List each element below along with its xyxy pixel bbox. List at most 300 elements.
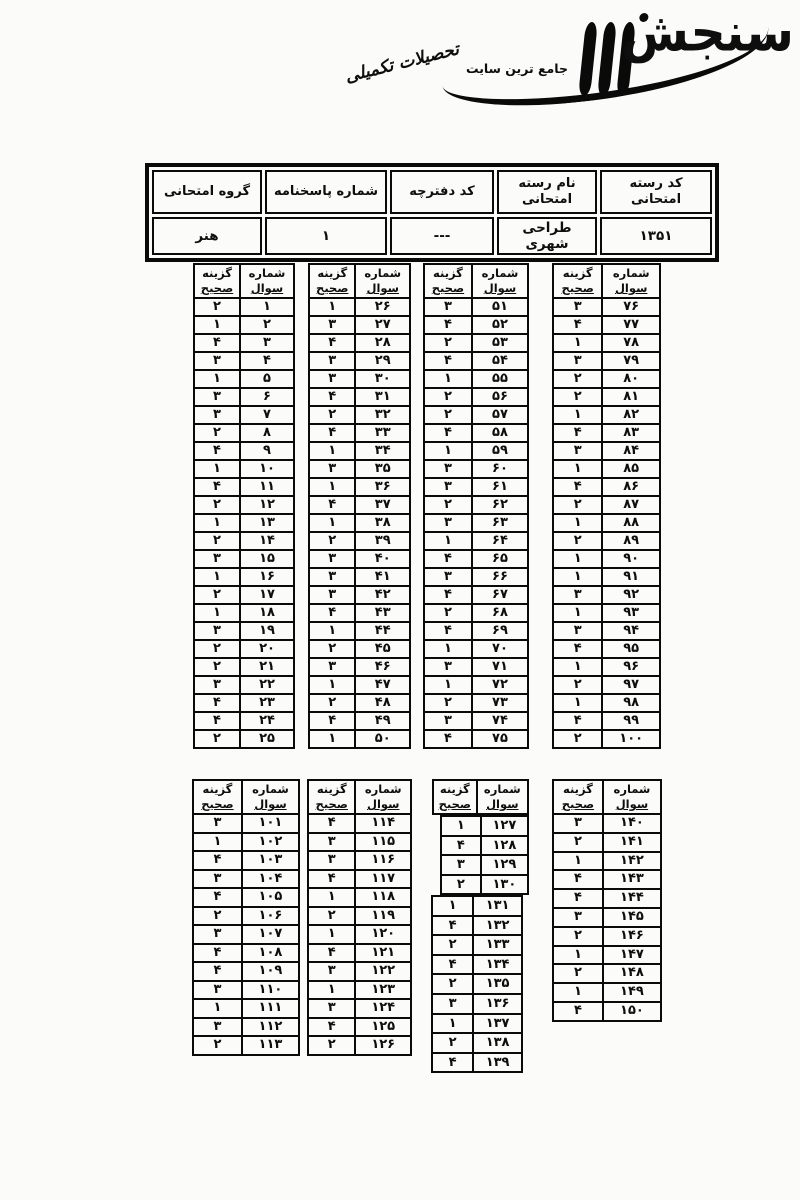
correct-option: ۴ — [308, 814, 355, 833]
answer-row — [424, 676, 528, 694]
correct-option: ۱ — [193, 833, 242, 852]
question-number: ۲ — [240, 316, 294, 334]
question-number: ۱۰ — [240, 460, 294, 478]
correct-option: ۲ — [309, 532, 355, 550]
answer-row — [308, 962, 411, 981]
answer-row — [441, 855, 528, 875]
correct-option: ۱ — [309, 730, 355, 748]
answer-table-1-25 — [193, 263, 295, 749]
question-number: ۳۲ — [355, 406, 410, 424]
question-number: ۱۰۵ — [242, 888, 299, 907]
question-number: ۱۳۱ — [473, 896, 522, 916]
correct-option: ۳ — [309, 370, 355, 388]
answer-row — [308, 888, 411, 907]
question-number: ۹۸ — [602, 694, 660, 712]
sanjesh-logo — [343, 1, 794, 110]
question-number: ۱۸ — [240, 604, 294, 622]
correct-option: ۳ — [193, 870, 242, 889]
question-number: ۸۲ — [602, 406, 660, 424]
answer-table-127-139-header — [432, 779, 529, 815]
answer-row — [553, 460, 660, 478]
answer-row — [308, 944, 411, 963]
correct-option: ۲ — [194, 424, 240, 442]
correct-option: ۴ — [553, 1002, 603, 1021]
question-number: ۱۰۹ — [242, 962, 299, 981]
question-number: ۱۱۹ — [355, 907, 411, 926]
question-number: ۱۲ — [240, 496, 294, 514]
answer-row — [309, 388, 410, 406]
answer-row — [553, 712, 660, 730]
correct-option: ۱ — [432, 896, 473, 916]
question-number: ۱۳۰ — [481, 875, 528, 895]
correct-option: ۲ — [441, 875, 481, 895]
correct-option: ۴ — [432, 916, 473, 936]
answer-row — [309, 442, 410, 460]
correct-option: ۳ — [553, 442, 602, 460]
answer-row — [424, 442, 528, 460]
correct-option: ۱ — [309, 622, 355, 640]
correct-option: ۲ — [432, 1033, 473, 1053]
question-number: ۲۰ — [240, 640, 294, 658]
question-col-header: شماره سوال — [472, 264, 528, 298]
answer-row — [193, 888, 299, 907]
answer-row — [553, 730, 660, 748]
question-number: ۱۲۰ — [355, 925, 411, 944]
correct-option: ۳ — [193, 925, 242, 944]
question-number: ۱۱۳ — [242, 1036, 299, 1055]
question-col-header: شماره سوال — [240, 264, 294, 298]
answer-row — [193, 814, 299, 833]
answer-row — [309, 550, 410, 568]
answer-row — [424, 424, 528, 442]
answer-row — [424, 478, 528, 496]
answer-row — [309, 352, 410, 370]
question-number: ۱۷ — [240, 586, 294, 604]
answer-row — [194, 460, 294, 478]
answer-row — [194, 658, 294, 676]
question-number: ۳۵ — [355, 460, 410, 478]
question-col-header: شماره سوال — [242, 780, 299, 814]
question-number: ۱۰۱ — [242, 814, 299, 833]
question-number: ۱۲۳ — [355, 981, 411, 1000]
answer-row — [432, 994, 522, 1014]
answer-row — [424, 658, 528, 676]
answer-col-header: گزینه صحیح — [308, 780, 355, 814]
correct-option: ۱ — [308, 888, 355, 907]
question-number: ۳۴ — [355, 442, 410, 460]
answer-row — [424, 352, 528, 370]
correct-option: ۲ — [432, 974, 473, 994]
question-number: ۲۸ — [355, 334, 410, 352]
correct-option: ۴ — [553, 870, 603, 889]
correct-option: ۲ — [194, 658, 240, 676]
correct-option: ۳ — [308, 851, 355, 870]
answer-row — [424, 316, 528, 334]
question-number: ۱۴ — [240, 532, 294, 550]
answer-row — [309, 532, 410, 550]
question-number: ۶۵ — [472, 550, 528, 568]
question-number: ۶۷ — [472, 586, 528, 604]
booklet-code-header: کد دفترچه — [390, 170, 494, 214]
answer-row — [424, 388, 528, 406]
question-number: ۹۱ — [602, 568, 660, 586]
question-number: ۱۰۳ — [242, 851, 299, 870]
correct-option: ۳ — [553, 814, 603, 833]
correct-option: ۲ — [424, 388, 472, 406]
question-number: ۲۲ — [240, 676, 294, 694]
answer-row — [194, 352, 294, 370]
answer-row — [308, 833, 411, 852]
correct-option: ۱ — [309, 478, 355, 496]
question-number: ۷۸ — [602, 334, 660, 352]
answer-table-101-113 — [192, 779, 300, 1056]
correct-option: ۳ — [309, 460, 355, 478]
answer-row — [194, 424, 294, 442]
question-number: ۱۳۹ — [473, 1053, 522, 1073]
correct-option: ۴ — [553, 712, 602, 730]
question-number: ۲۶ — [355, 298, 410, 316]
correct-option: ۳ — [309, 586, 355, 604]
question-number: ۸۵ — [602, 460, 660, 478]
correct-option: ۱ — [432, 1014, 473, 1034]
answer-row — [432, 896, 522, 916]
correct-option: ۳ — [194, 352, 240, 370]
answer-row — [194, 676, 294, 694]
question-number: ۱۲۱ — [355, 944, 411, 963]
correct-option: ۴ — [553, 424, 602, 442]
answer-row — [432, 974, 522, 994]
correct-option: ۳ — [424, 568, 472, 586]
answer-row — [309, 316, 410, 334]
correct-option: ۱ — [553, 406, 602, 424]
correct-option: ۱ — [308, 925, 355, 944]
correct-option: ۴ — [441, 836, 481, 856]
correct-option: ۴ — [553, 889, 603, 908]
correct-option: ۱ — [553, 604, 602, 622]
answer-row — [424, 370, 528, 388]
question-number: ۳ — [240, 334, 294, 352]
answer-row — [193, 944, 299, 963]
question-col-header: شماره سوال — [603, 780, 661, 814]
correct-option: ۳ — [194, 622, 240, 640]
answer-table-76-100 — [552, 263, 661, 749]
correct-option: ۱ — [193, 999, 242, 1018]
answer-row — [553, 852, 661, 871]
answer-col-header: گزینه صحیح — [433, 780, 477, 814]
answer-col-header: گزینه صحیح — [194, 264, 240, 298]
correct-option: ۴ — [553, 640, 602, 658]
answer-row — [194, 298, 294, 316]
question-number: ۱۴۰ — [603, 814, 661, 833]
question-number: ۲۷ — [355, 316, 410, 334]
answer-row — [553, 298, 660, 316]
answer-row — [553, 496, 660, 514]
answer-row — [309, 712, 410, 730]
correct-option: ۱ — [553, 852, 603, 871]
exam-group-value: هنر — [152, 217, 262, 255]
correct-option: ۱ — [424, 640, 472, 658]
exam-field-code-header: کد رسته امتحانی — [600, 170, 712, 214]
exam-info-value-row — [152, 217, 712, 255]
answer-row — [424, 586, 528, 604]
correct-option: ۴ — [309, 496, 355, 514]
answer-row — [309, 640, 410, 658]
correct-option: ۱ — [553, 694, 602, 712]
answer-row — [553, 514, 660, 532]
correct-option: ۲ — [309, 406, 355, 424]
answer-row — [193, 851, 299, 870]
question-number: ۹۴ — [602, 622, 660, 640]
question-number: ۹۵ — [602, 640, 660, 658]
correct-option: ۲ — [424, 694, 472, 712]
correct-option: ۴ — [424, 352, 472, 370]
answer-row — [194, 316, 294, 334]
question-number: ۴ — [240, 352, 294, 370]
correct-option: ۳ — [308, 962, 355, 981]
question-number: ۵۰ — [355, 730, 410, 748]
question-number: ۳۶ — [355, 478, 410, 496]
answer-sheet-number-header: شماره پاسخنامه — [265, 170, 387, 214]
question-number: ۵۲ — [472, 316, 528, 334]
correct-option: ۳ — [309, 568, 355, 586]
question-number: ۹۰ — [602, 550, 660, 568]
answer-row — [193, 1018, 299, 1037]
correct-option: ۴ — [193, 888, 242, 907]
question-number: ۶۲ — [472, 496, 528, 514]
correct-option: ۲ — [432, 935, 473, 955]
question-number: ۴۰ — [355, 550, 410, 568]
question-number: ۵۷ — [472, 406, 528, 424]
correct-option: ۳ — [553, 352, 602, 370]
answer-row — [308, 1018, 411, 1037]
question-number: ۴۲ — [355, 586, 410, 604]
question-number: ۱۲۹ — [481, 855, 528, 875]
question-number: ۷ — [240, 406, 294, 424]
correct-option: ۴ — [194, 478, 240, 496]
question-number: ۸۸ — [602, 514, 660, 532]
question-number: ۱۵ — [240, 550, 294, 568]
question-number: ۲۱ — [240, 658, 294, 676]
correct-option: ۳ — [308, 833, 355, 852]
logo-slogan-calligraphy: تحصیلات تکمیلی — [343, 39, 462, 87]
answer-row — [553, 352, 660, 370]
correct-option: ۲ — [424, 604, 472, 622]
correct-option: ۱ — [424, 676, 472, 694]
correct-option: ۲ — [194, 532, 240, 550]
answer-row — [432, 1053, 522, 1073]
correct-option: ۳ — [553, 586, 602, 604]
question-number: ۱۹ — [240, 622, 294, 640]
question-number: ۱۰۲ — [242, 833, 299, 852]
correct-option: ۱ — [441, 816, 481, 836]
answer-row — [424, 298, 528, 316]
exam-field-name-value: طراحی شهری — [497, 217, 597, 255]
answer-table-114-126 — [307, 779, 412, 1056]
correct-option: ۱ — [553, 568, 602, 586]
answer-row — [194, 496, 294, 514]
question-col-header: شماره سوال — [355, 264, 410, 298]
correct-option: ۲ — [553, 496, 602, 514]
correct-option: ۳ — [432, 994, 473, 1014]
answer-row — [553, 964, 661, 983]
question-number: ۱۳ — [240, 514, 294, 532]
correct-option: ۳ — [309, 352, 355, 370]
question-number: ۵۳ — [472, 334, 528, 352]
answer-row — [194, 442, 294, 460]
question-number: ۵۵ — [472, 370, 528, 388]
question-number: ۱۴۵ — [603, 908, 661, 927]
question-number: ۶۴ — [472, 532, 528, 550]
correct-option: ۴ — [194, 694, 240, 712]
question-number: ۷۵ — [472, 730, 528, 748]
correct-option: ۳ — [193, 981, 242, 1000]
correct-option: ۴ — [308, 944, 355, 963]
correct-option: ۳ — [309, 658, 355, 676]
question-number: ۹۲ — [602, 586, 660, 604]
correct-option: ۳ — [553, 908, 603, 927]
correct-option: ۱ — [553, 946, 603, 965]
correct-option: ۱ — [194, 460, 240, 478]
answer-row — [424, 496, 528, 514]
question-number: ۱۱۰ — [242, 981, 299, 1000]
question-number: ۹ — [240, 442, 294, 460]
answer-row — [309, 658, 410, 676]
question-number: ۲۳ — [240, 694, 294, 712]
answer-row — [193, 907, 299, 926]
answer-row — [553, 908, 661, 927]
answer-table-26-50 — [308, 263, 411, 749]
answer-row — [553, 658, 660, 676]
question-number: ۱۱ — [240, 478, 294, 496]
question-number: ۷۴ — [472, 712, 528, 730]
question-number: ۱۴۶ — [603, 927, 661, 946]
correct-option: ۴ — [194, 712, 240, 730]
correct-option: ۱ — [194, 370, 240, 388]
answer-row — [424, 406, 528, 424]
question-number: ۹۶ — [602, 658, 660, 676]
answer-col-header: گزینه صحیح — [553, 780, 603, 814]
answer-row — [308, 907, 411, 926]
question-number: ۳۷ — [355, 496, 410, 514]
correct-option: ۴ — [424, 730, 472, 748]
answer-row — [441, 816, 528, 836]
question-number: ۱۴۲ — [603, 852, 661, 871]
answer-row — [308, 925, 411, 944]
correct-option: ۳ — [309, 316, 355, 334]
question-number: ۱۲۸ — [481, 836, 528, 856]
correct-option: ۱ — [553, 983, 603, 1002]
question-number: ۴۷ — [355, 676, 410, 694]
question-number: ۸۹ — [602, 532, 660, 550]
correct-option: ۳ — [424, 478, 472, 496]
answer-row — [432, 955, 522, 975]
question-number: ۸ — [240, 424, 294, 442]
answer-row — [553, 370, 660, 388]
correct-option: ۱ — [194, 568, 240, 586]
answer-row — [432, 1033, 522, 1053]
correct-option: ۴ — [309, 604, 355, 622]
correct-option: ۲ — [194, 640, 240, 658]
question-number: ۱۴۷ — [603, 946, 661, 965]
correct-option: ۴ — [194, 334, 240, 352]
question-number: ۷۲ — [472, 676, 528, 694]
answer-row — [309, 478, 410, 496]
correct-option: ۱ — [309, 298, 355, 316]
exam-info-header-row — [152, 170, 712, 214]
question-number: ۴۸ — [355, 694, 410, 712]
question-number: ۱۴۴ — [603, 889, 661, 908]
question-number: ۶۹ — [472, 622, 528, 640]
exam-info-table — [145, 163, 719, 262]
question-number: ۱۴۱ — [603, 833, 661, 852]
correct-option: ۳ — [424, 460, 472, 478]
answer-row — [553, 532, 660, 550]
correct-option: ۱ — [194, 604, 240, 622]
correct-option: ۴ — [553, 478, 602, 496]
answer-row — [308, 1036, 411, 1055]
question-number: ۳۸ — [355, 514, 410, 532]
question-number: ۱۳۸ — [473, 1033, 522, 1053]
question-number: ۱۱۸ — [355, 888, 411, 907]
answer-row — [553, 478, 660, 496]
question-number: ۵۸ — [472, 424, 528, 442]
answer-row — [553, 676, 660, 694]
logo-bar — [578, 22, 598, 96]
answer-row — [309, 334, 410, 352]
answer-row — [309, 460, 410, 478]
correct-option: ۱ — [194, 316, 240, 334]
answer-row — [424, 550, 528, 568]
correct-option: ۲ — [553, 532, 602, 550]
question-number: ۱۴۸ — [603, 964, 661, 983]
correct-option: ۱ — [553, 550, 602, 568]
question-number: ۱۲۴ — [355, 999, 411, 1018]
question-number: ۱۳۶ — [473, 994, 522, 1014]
correct-option: ۴ — [424, 550, 472, 568]
question-number: ۷۰ — [472, 640, 528, 658]
answer-row — [309, 730, 410, 748]
answer-row — [308, 870, 411, 889]
answer-row — [309, 298, 410, 316]
correct-option: ۳ — [553, 622, 602, 640]
answer-row — [553, 334, 660, 352]
exam-field-code-value: ۱۳۵۱ — [600, 217, 712, 255]
answer-row — [553, 889, 661, 908]
question-number: ۷۳ — [472, 694, 528, 712]
answer-row — [424, 640, 528, 658]
correct-option: ۴ — [432, 955, 473, 975]
question-number: ۱۳۲ — [473, 916, 522, 936]
question-number: ۴۵ — [355, 640, 410, 658]
question-number: ۶۰ — [472, 460, 528, 478]
answer-row — [424, 568, 528, 586]
question-number: ۴۶ — [355, 658, 410, 676]
question-number: ۱۱۱ — [242, 999, 299, 1018]
question-number: ۷۱ — [472, 658, 528, 676]
answer-row — [309, 694, 410, 712]
answer-row — [194, 388, 294, 406]
answer-row — [309, 604, 410, 622]
answer-row — [194, 730, 294, 748]
answer-row — [424, 712, 528, 730]
question-number: ۱۵۰ — [603, 1002, 661, 1021]
answer-row — [553, 833, 661, 852]
question-number: ۳۰ — [355, 370, 410, 388]
correct-option: ۳ — [308, 999, 355, 1018]
answer-row — [309, 514, 410, 532]
correct-option: ۱ — [553, 460, 602, 478]
logo-bar — [597, 22, 617, 96]
